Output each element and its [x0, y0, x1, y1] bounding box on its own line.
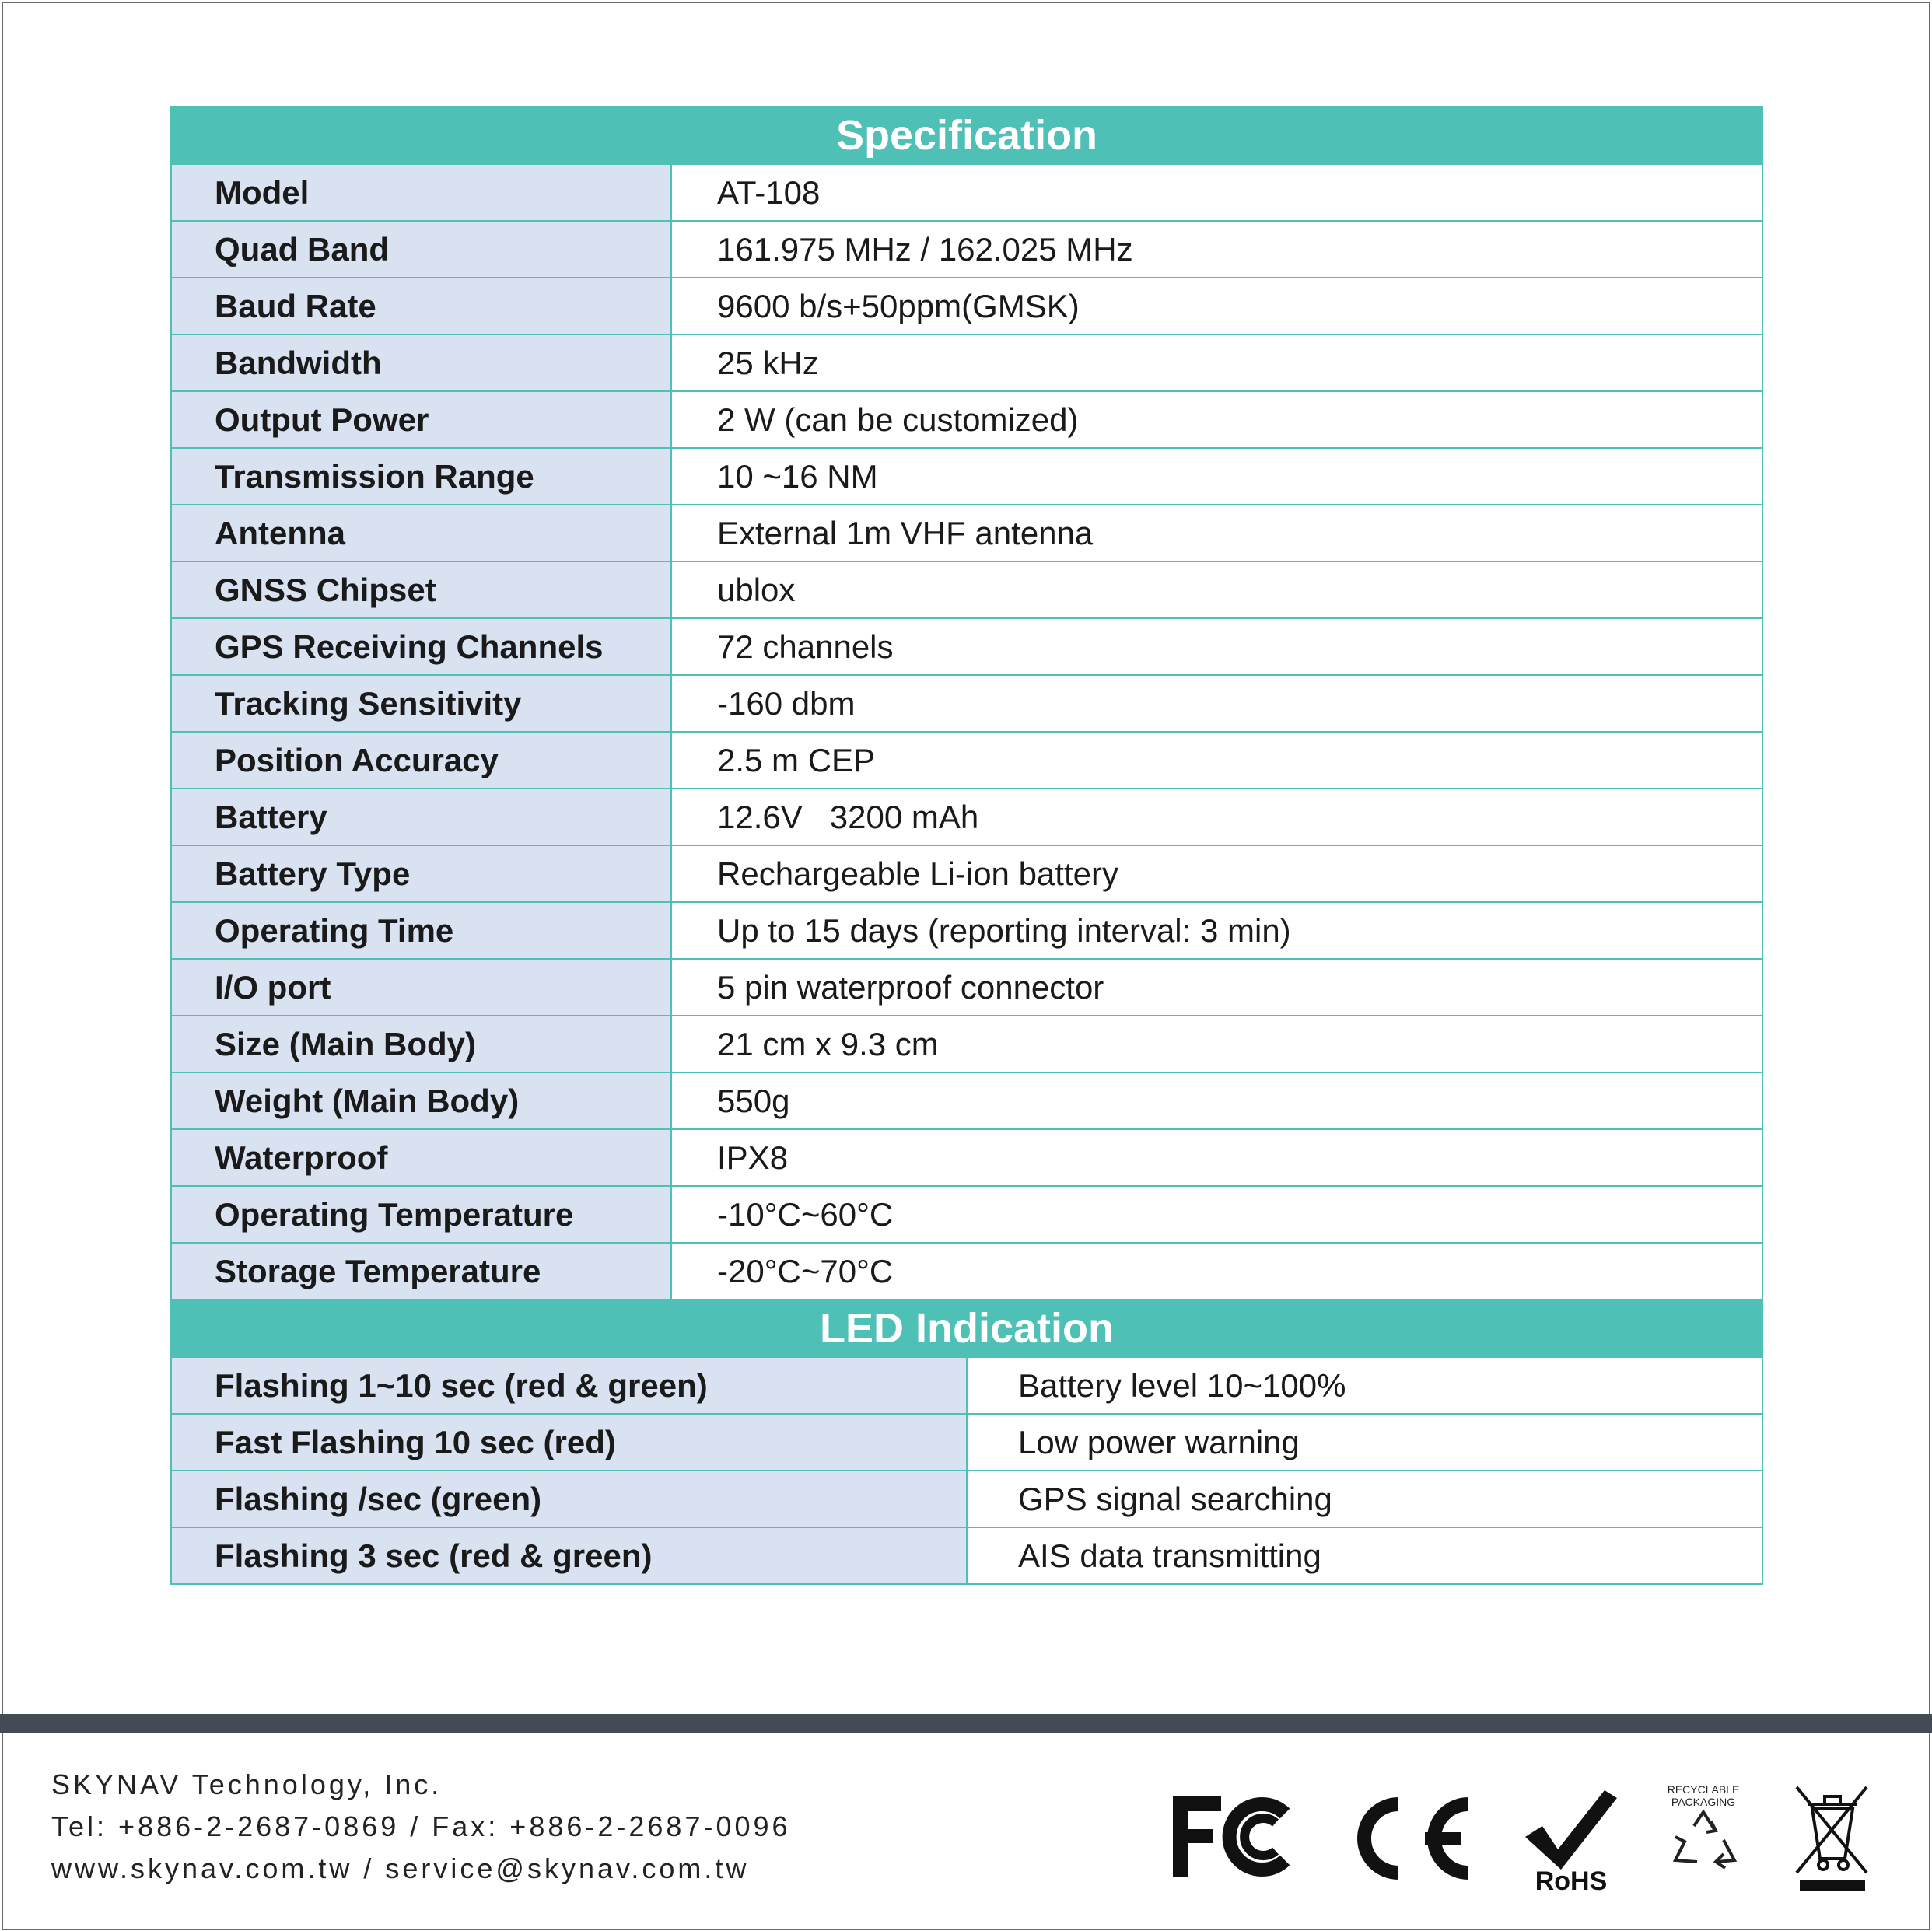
rohs-check-icon: [1521, 1781, 1622, 1898]
spec-value: 2.5 m CEP: [671, 732, 1762, 789]
spec-row-baud-rate: [171, 278, 1762, 334]
spec-value: 550g: [671, 1072, 1762, 1129]
spec-value: External 1m VHF antenna: [671, 505, 1762, 561]
spec-label: Storage Temperature: [171, 1243, 671, 1300]
spec-value: -160 dbm: [671, 675, 1762, 732]
spec-value: 21 cm x 9.3 cm: [671, 1016, 1762, 1072]
spec-row-operating-temperature: [171, 1186, 1762, 1243]
spec-value: 12.6V 3200 mAh: [671, 789, 1762, 845]
spec-label: Tracking Sensitivity: [171, 675, 671, 732]
led-indication-table: [170, 1299, 1763, 1585]
footer-divider-bar: [0, 1714, 1932, 1733]
spec-label: Bandwidth: [171, 334, 671, 391]
spec-row-weight-main-body: [171, 1072, 1762, 1129]
spec-label: Baud Rate: [171, 278, 671, 334]
spec-value: -20°C~70°C: [671, 1243, 1762, 1300]
spec-row-antenna: [171, 505, 1762, 561]
spec-row-storage-temperature: [171, 1243, 1762, 1300]
spec-label: Operating Time: [171, 902, 671, 959]
spec-label: Model: [171, 164, 671, 221]
spec-value: 10 ~16 NM: [671, 448, 1762, 505]
spec-value: IPX8: [671, 1129, 1762, 1186]
recyclable-packaging-icon: [1657, 1781, 1750, 1898]
spec-value: 2 W (can be customized): [671, 391, 1762, 448]
led-meaning-value: Battery level 10~100%: [967, 1357, 1762, 1414]
spec-row-quad-band: [171, 221, 1762, 278]
spec-value: 161.975 MHz / 162.025 MHz: [671, 221, 1762, 278]
led-header-row: [171, 1300, 1762, 1357]
led-row: [171, 1471, 1762, 1527]
spec-label: Operating Temperature: [171, 1186, 671, 1243]
spec-label: Antenna: [171, 505, 671, 561]
spec-label: Position Accuracy: [171, 732, 671, 789]
spec-row-gnss-chipset: [171, 561, 1762, 618]
spec-label: Quad Band: [171, 221, 671, 278]
certification-logos: [1167, 1781, 1882, 1898]
spec-row-i-o-port: [171, 959, 1762, 1016]
spec-row-size-main-body: [171, 1016, 1762, 1072]
svg-text:FC: FC: [1167, 1781, 1168, 1782]
spec-row-operating-time: [171, 902, 1762, 959]
led-row: [171, 1414, 1762, 1471]
led-row: [171, 1357, 1762, 1414]
spec-header-row: [171, 107, 1762, 164]
spec-row-bandwidth: [171, 334, 1762, 391]
led-pattern-label: Fast Flashing 10 sec (red): [171, 1414, 967, 1471]
spec-value: Rechargeable Li-ion battery: [671, 845, 1762, 902]
spec-label: GNSS Chipset: [171, 561, 671, 618]
spec-value: AT-108: [671, 164, 1762, 221]
company-name: SKYNAV Technology, Inc.: [51, 1768, 443, 1800]
led-row: [171, 1527, 1762, 1584]
led-meaning-value: GPS signal searching: [967, 1471, 1762, 1527]
spec-label: Transmission Range: [171, 448, 671, 505]
led-pattern-label: Flashing 1~10 sec (red & green): [171, 1357, 967, 1414]
spec-value: -10°C~60°C: [671, 1186, 1762, 1243]
company-contact: Tel: +886-2-2687-0869 / Fax: +886-2-2687-0096: [51, 1810, 791, 1842]
led-meaning-value: AIS data transmitting: [967, 1527, 1762, 1584]
spec-value: ublox: [671, 561, 1762, 618]
spec-row-battery: [171, 789, 1762, 845]
recycle-label-line1: RECYCLABLE: [1667, 1783, 1740, 1796]
spec-label: Battery: [171, 789, 671, 845]
spec-label: I/O port: [171, 959, 671, 1016]
weee-bin-icon: [1789, 1781, 1874, 1898]
spec-value: 25 kHz: [671, 334, 1762, 391]
led-title: LED Indication: [171, 1300, 1762, 1357]
spec-row-waterproof: [171, 1129, 1762, 1186]
spec-row-battery-type: [171, 845, 1762, 902]
spec-label: Output Power: [171, 391, 671, 448]
spec-label: Waterproof: [171, 1129, 671, 1186]
spec-label: Battery Type: [171, 845, 671, 902]
spec-title: Specification: [171, 107, 1762, 164]
spec-label: Size (Main Body): [171, 1016, 671, 1072]
spec-value: Up to 15 days (reporting interval: 3 min): [671, 902, 1762, 959]
led-meaning-value: Low power warning: [967, 1414, 1762, 1471]
spec-value: 9600 b/s+50ppm(GMSK): [671, 278, 1762, 334]
spec-row-model: [171, 164, 1762, 221]
fcc-logo-icon: [1167, 1781, 1299, 1898]
spec-value: 5 pin waterproof connector: [671, 959, 1762, 1016]
spec-row-gps-receiving-channels: [171, 618, 1762, 675]
company-web: www.skynav.com.tw / service@skynav.com.tw: [51, 1852, 750, 1884]
spec-value: 72 channels: [671, 618, 1762, 675]
spec-label: GPS Receiving Channels: [171, 618, 671, 675]
spec-row-position-accuracy: [171, 732, 1762, 789]
ce-mark-icon: [1338, 1781, 1478, 1898]
led-pattern-label: Flashing 3 sec (red & green): [171, 1527, 967, 1584]
spec-row-tracking-sensitivity: [171, 675, 1762, 732]
spec-row-output-power: [171, 391, 1762, 448]
recycle-label-line2: PACKAGING: [1671, 1796, 1736, 1808]
rohs-label: RoHS: [1535, 1866, 1608, 1896]
led-pattern-label: Flashing /sec (green): [171, 1471, 967, 1527]
spec-row-transmission-range: [171, 448, 1762, 505]
specification-table: [170, 106, 1763, 1300]
spec-label: Weight (Main Body): [171, 1072, 671, 1129]
company-info: [51, 1764, 791, 1890]
